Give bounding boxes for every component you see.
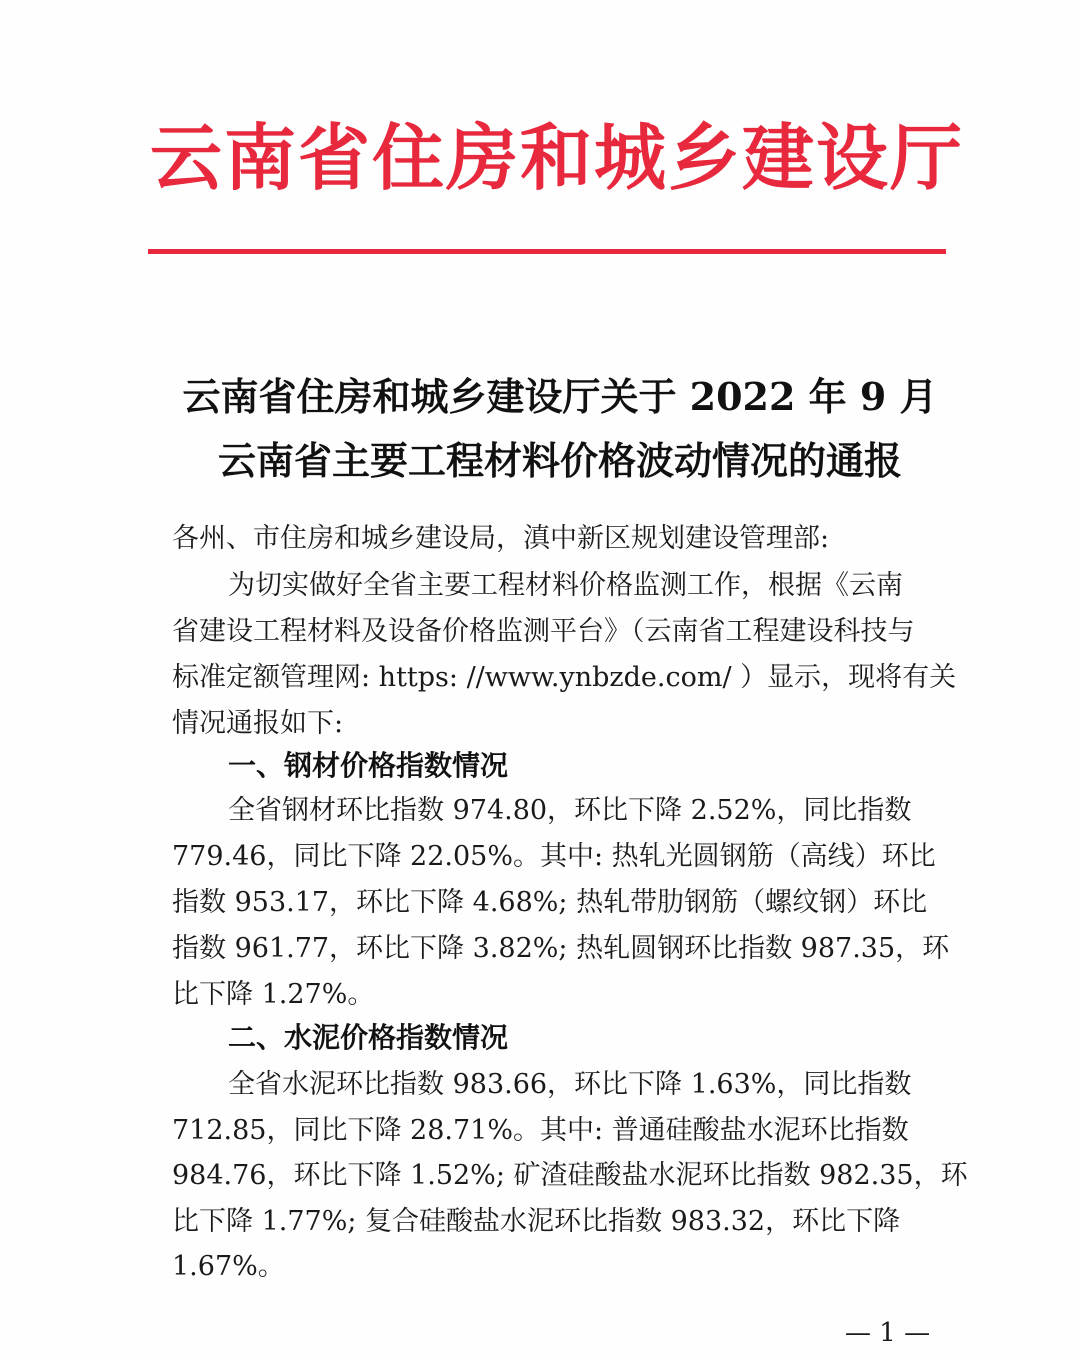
section-2-heading: 二、水泥价格指数情况 xyxy=(228,1021,509,1054)
section-2-line-4: 比下降 1.77%; 复合硅酸盐水泥环比指数 983.32，环比下降 xyxy=(172,1206,901,1237)
section-1-line-2: 779.46，同比下降 22.05%。其中: 热轧光圆钢筋（高线）环比 xyxy=(172,841,936,872)
intro-line-3: 标准定额管理网: https: //www.ynbzde.com/ ）显示，现将有关 xyxy=(172,662,957,693)
section-1-line-4: 指数 961.77，环比下降 3.82%; 热轧圆钢环比指数 987.35，环 xyxy=(172,933,950,964)
intro-line-1: 为切实做好全省主要工程材料价格监测工作，根据《云南 xyxy=(228,570,903,601)
document-title-line-2: 云南省主要工程材料价格波动情况的通报 xyxy=(217,438,902,483)
section-2-line-1: 全省水泥环比指数 983.66，环比下降 1.63%，同比指数 xyxy=(228,1069,912,1100)
page-number: — 1 — xyxy=(845,1318,931,1348)
salutation: 各州、市住房和城乡建设局，滇中新区规划建设管理部: xyxy=(172,523,830,554)
section-2-line-2: 712.85，同比下降 28.71%。其中: 普通硅酸盐水泥环比指数 xyxy=(172,1115,909,1146)
letterhead-org-name: 云南省住房和城乡建设厅 xyxy=(150,115,965,200)
intro-line-4: 情况通报如下: xyxy=(172,708,344,739)
document-title-line-1: 云南省住房和城乡建设厅关于 2022 年 9 月 xyxy=(182,374,938,419)
section-2-line-3: 984.76，环比下降 1.52%; 矿渣硅酸盐水泥环比指数 982.35，环 xyxy=(172,1160,968,1191)
section-1-heading: 一、钢材价格指数情况 xyxy=(228,749,509,782)
section-2-line-5: 1.67%。 xyxy=(172,1251,285,1282)
letterhead-red-rule xyxy=(148,249,946,254)
section-1-line-5: 比下降 1.27%。 xyxy=(172,979,375,1010)
intro-line-2: 省建设工程材料及设备价格监测平台》（云南省工程建设科技与 xyxy=(172,616,915,647)
section-1-line-3: 指数 953.17，环比下降 4.68%; 热轧带肋钢筋（螺纹钢）环比 xyxy=(172,887,928,918)
section-1-line-1: 全省钢材环比指数 974.80，环比下降 2.52%，同比指数 xyxy=(228,795,912,826)
